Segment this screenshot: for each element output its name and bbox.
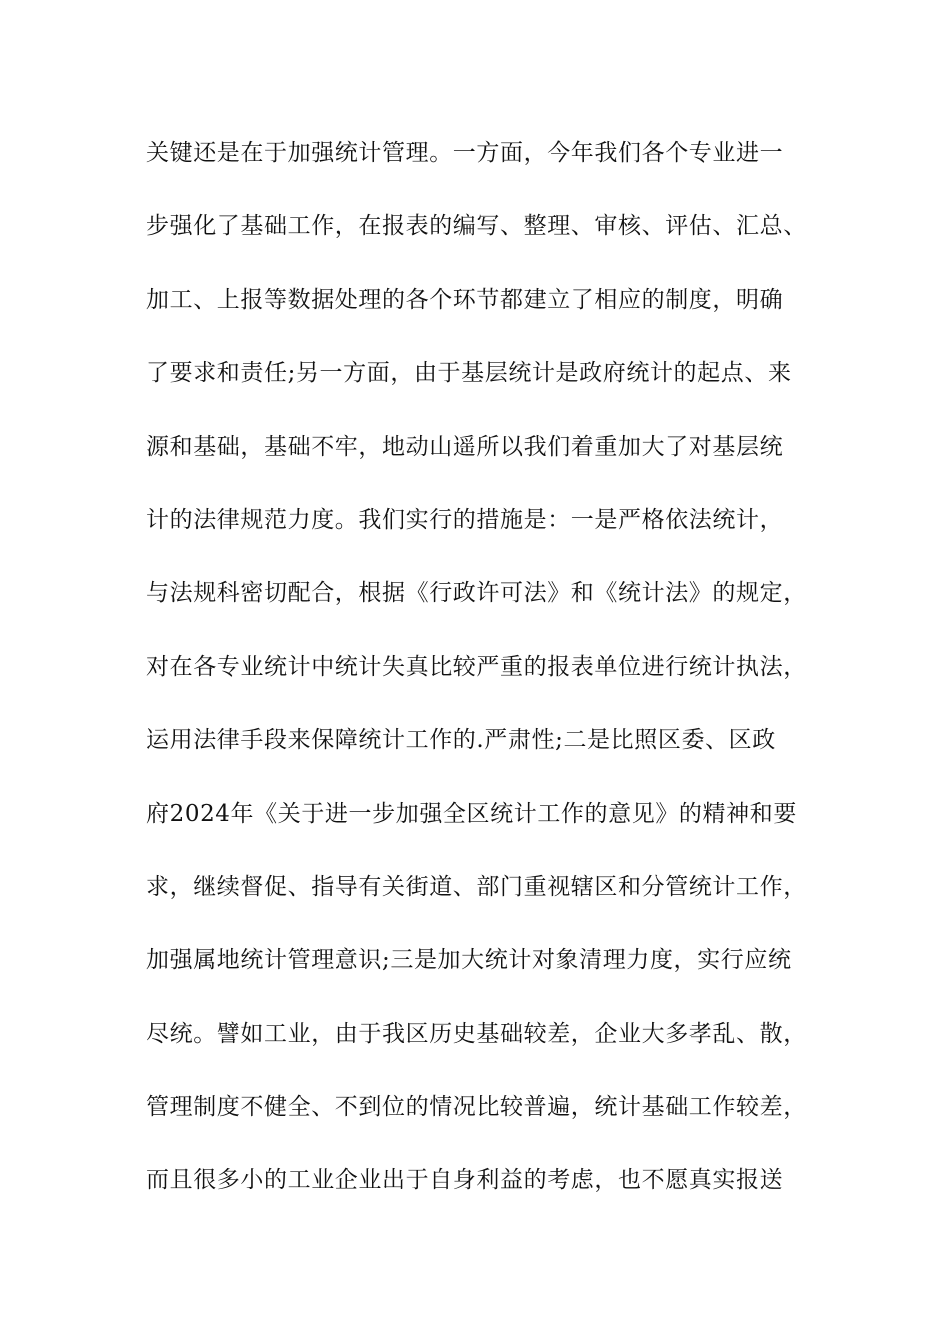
text-line: 对在各专业统计中统计失真比较严重的报表单位进行统计执法， — [146, 653, 807, 680]
text-line: 府2024年《关于进一步加强全区统计工作的意见》的精神和要 — [146, 800, 797, 827]
text-line: 尽统。譬如工业，由于我区历史基础较差，企业大多孝乱、散， — [146, 1020, 807, 1047]
text-line: 而且很多小的工业企业出于自身利益的考虑，也不愿真实报送 — [146, 1167, 784, 1194]
text-line: 计的法律规范力度。我们实行的措施是：一是严格依法统计， — [146, 506, 784, 533]
text-line: 加工、上报等数据处理的各个环节都建立了相应的制度，明确 — [146, 286, 784, 313]
text-line: 求，继续督促、指导有关街道、部门重视辖区和分管统计工作， — [146, 873, 807, 900]
text-line: 步强化了基础工作，在报表的编写、整理、审核、评估、汇总、 — [146, 213, 807, 240]
text-line: 管理制度不健全、不到位的情况比较普遍，统计基础工作较差， — [146, 1094, 807, 1121]
text-line: 关键还是在于加强统计管理。一方面，今年我们各个专业进一 — [146, 140, 784, 166]
text-line: 与法规科密切配合，根据《行政许可法》和《统计法》的规定， — [146, 580, 807, 607]
text-line: 加强属地统计管理意识;三是加大统计对象清理力度，实行应统 — [146, 947, 792, 974]
text-line: 了要求和责任;另一方面，由于基层统计是政府统计的起点、来 — [146, 360, 792, 387]
body-text — [146, 130, 836, 1231]
text-line: 源和基础，基础不牢，地动山遥所以我们着重加大了对基层统 — [146, 433, 784, 460]
text-line: 运用法律手段来保障统计工作的.严肃性;二是比照区委、区政 — [146, 727, 776, 754]
